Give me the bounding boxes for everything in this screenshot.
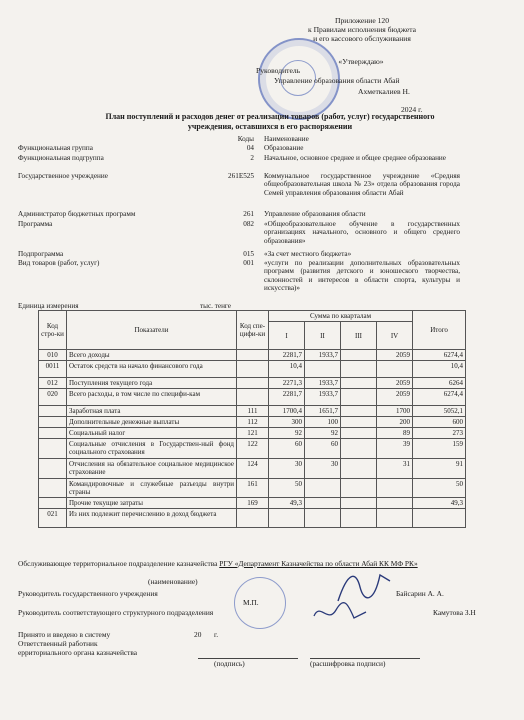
approve-date: 2024 г. bbox=[401, 105, 423, 114]
table-row bbox=[39, 350, 466, 361]
meta-code: 082 bbox=[243, 220, 254, 228]
table-row bbox=[39, 439, 466, 459]
meta-label: Государственное учреждение bbox=[18, 172, 108, 180]
row-indicator: Командировочные и служебные разъезды внутри страны bbox=[67, 479, 237, 498]
row-indicator: Социальный налог bbox=[67, 428, 237, 439]
row-q4 bbox=[377, 509, 413, 528]
row-q2: 60 bbox=[305, 439, 341, 459]
row-q2: 1933,7 bbox=[305, 350, 341, 361]
row-q1: 10,4 bbox=[269, 361, 305, 378]
row-code: 0011 bbox=[39, 361, 67, 378]
row-q3 bbox=[341, 389, 377, 406]
meta-code: 001 bbox=[243, 259, 254, 267]
row-q1: 50 bbox=[269, 479, 305, 498]
row-q1: 30 bbox=[269, 459, 305, 479]
row-q3 bbox=[341, 509, 377, 528]
meta-names-header: Наименование bbox=[264, 135, 309, 143]
plan-table bbox=[38, 310, 466, 528]
row-q4: 1700 bbox=[377, 406, 413, 417]
row-indicator: Отчисления на обязательное социальное медицинское страхование bbox=[67, 459, 237, 479]
row-indicator: Дополнительные денежные выплаты bbox=[67, 417, 237, 428]
row-spec bbox=[237, 509, 269, 528]
approve-name: Ахметкалиев Н. bbox=[358, 87, 410, 96]
podpis-caption: (подпись) bbox=[214, 659, 245, 668]
row-spec bbox=[237, 350, 269, 361]
row-code: 021 bbox=[39, 509, 67, 528]
row-q1: 2271,3 bbox=[269, 378, 305, 389]
table-row bbox=[39, 509, 466, 528]
appendix-line-2: к Правилам исполнения бюджета bbox=[307, 25, 416, 35]
meta-value: Управление образования области bbox=[264, 210, 366, 218]
head-name: Байсарин А. А. bbox=[396, 589, 444, 598]
row-q2: 92 bbox=[305, 428, 341, 439]
unit-label: Единица измерения bbox=[18, 302, 79, 310]
dept-label: Руководитель соответствующего структурного подразделения bbox=[18, 608, 214, 617]
row-q1: 60 bbox=[269, 439, 305, 459]
meta-value: Образование bbox=[264, 144, 304, 152]
row-spec bbox=[237, 389, 269, 406]
meta-code: 261 bbox=[243, 210, 254, 218]
resp-line-2: ерриториального органа казначейства bbox=[18, 648, 138, 657]
row-q2 bbox=[305, 509, 341, 528]
row-q1: 2281,7 bbox=[269, 389, 305, 406]
row-q4: 2059 bbox=[377, 378, 413, 389]
row-q3 bbox=[341, 479, 377, 498]
row-q3 bbox=[341, 350, 377, 361]
row-indicator: Социальные отчисления в Государствен-ный фонд социального страхования bbox=[67, 439, 237, 459]
row-q1: 300 bbox=[269, 417, 305, 428]
row-total: 5052,1 bbox=[413, 406, 466, 417]
row-q4: 2059 bbox=[377, 350, 413, 361]
meta-label: Программа bbox=[18, 220, 53, 228]
row-q2: 1933,7 bbox=[305, 378, 341, 389]
row-q1: 92 bbox=[269, 428, 305, 439]
row-total: 50 bbox=[413, 479, 466, 498]
header-q2: II bbox=[305, 322, 341, 350]
row-total: 49,3 bbox=[413, 498, 466, 509]
row-code bbox=[39, 498, 67, 509]
row-q3 bbox=[341, 428, 377, 439]
page-title: План поступлений и расходов денег от реализации товаров (работ, услуг) государственного учреждения, оставшихся в его распоряжении bbox=[105, 112, 435, 131]
meta-value: «Общеобразовательное обучение в государственных организациях начального, основного и общего среднего образования» bbox=[264, 220, 460, 245]
header-q1: I bbox=[269, 322, 305, 350]
table-row bbox=[39, 417, 466, 428]
row-q4: 39 bbox=[377, 439, 413, 459]
resp-line-1: Ответственный работник bbox=[18, 639, 98, 648]
row-q2 bbox=[305, 479, 341, 498]
row-code: 010 bbox=[39, 350, 67, 361]
row-total: 600 bbox=[413, 417, 466, 428]
row-q1 bbox=[269, 509, 305, 528]
meta-label: Вид товаров (работ, услуг) bbox=[18, 259, 100, 267]
header-row-code: Код стро-ки bbox=[39, 311, 67, 350]
header-q3: III bbox=[341, 322, 377, 350]
row-q1: 1700,4 bbox=[269, 406, 305, 417]
table-row bbox=[39, 406, 466, 417]
approve-label: «Утверждаю» bbox=[338, 57, 384, 66]
row-q4 bbox=[377, 479, 413, 498]
approval-block bbox=[256, 57, 466, 114]
table-row bbox=[39, 428, 466, 439]
header-total: Итого bbox=[413, 311, 466, 350]
meta-label: Функциональная подгруппа bbox=[18, 154, 104, 162]
row-q4: 2059 bbox=[377, 389, 413, 406]
table-row bbox=[39, 378, 466, 389]
accepted-label: Принято и введено в систему bbox=[18, 630, 111, 639]
row-q3 bbox=[341, 498, 377, 509]
table-row bbox=[39, 361, 466, 378]
row-q4: 200 bbox=[377, 417, 413, 428]
row-q1: 49,3 bbox=[269, 498, 305, 509]
row-q1: 2281,7 bbox=[269, 350, 305, 361]
meta-label: Подпрограмма bbox=[18, 250, 64, 258]
row-total: 159 bbox=[413, 439, 466, 459]
meta-value: «За счет местного бюджета» bbox=[264, 250, 352, 258]
table-row bbox=[39, 459, 466, 479]
naim-caption: (наименование) bbox=[148, 577, 198, 586]
table-row bbox=[39, 498, 466, 509]
meta-codes-header: Коды bbox=[237, 135, 254, 143]
row-spec: 124 bbox=[237, 459, 269, 479]
row-indicator: Прочие текущие затраты bbox=[67, 498, 237, 509]
table-row bbox=[39, 389, 466, 406]
meta-label: Администратор бюджетных программ bbox=[18, 210, 136, 218]
row-code bbox=[39, 439, 67, 459]
row-q2 bbox=[305, 498, 341, 509]
row-total: 6274,4 bbox=[413, 350, 466, 361]
meta-value: «услуги по реализации дополнительных образовательных программ (развития детского и юношеского творчества, склонностей и интересов в области спорта, культуры и искусства)» bbox=[264, 259, 460, 292]
row-code: 020 bbox=[39, 389, 67, 406]
row-spec: 161 bbox=[237, 479, 269, 498]
approve-head: Руководитель bbox=[256, 66, 301, 76]
appendix-line-3: и его кассового обслуживания bbox=[313, 34, 411, 44]
meta-code: 2 bbox=[250, 154, 254, 162]
row-spec bbox=[237, 361, 269, 378]
row-q4: 89 bbox=[377, 428, 413, 439]
row-code bbox=[39, 479, 67, 498]
row-q3 bbox=[341, 417, 377, 428]
header-indicators: Показатели bbox=[67, 311, 237, 350]
row-total: 6264 bbox=[413, 378, 466, 389]
row-total: 91 bbox=[413, 459, 466, 479]
serving-value: РГУ «Департамент Казначейства по области Абай КК МФ РК» bbox=[219, 559, 418, 568]
row-q3 bbox=[341, 439, 377, 459]
row-code bbox=[39, 428, 67, 439]
row-q3 bbox=[341, 406, 377, 417]
row-indicator: Всего доходы bbox=[67, 350, 237, 361]
row-spec: 111 bbox=[237, 406, 269, 417]
row-spec: 121 bbox=[237, 428, 269, 439]
row-q4 bbox=[377, 498, 413, 509]
row-total bbox=[413, 509, 466, 528]
table-row bbox=[39, 479, 466, 498]
head-label: Руководитель государственного учреждения bbox=[18, 589, 158, 598]
row-indicator: Из них подлежит перечислению в доход бюджета bbox=[67, 509, 237, 528]
header-quarters: Сумма по кварталам bbox=[269, 311, 413, 322]
row-code bbox=[39, 406, 67, 417]
meta-code: 261E525 bbox=[228, 172, 254, 180]
row-q2: 30 bbox=[305, 459, 341, 479]
row-spec: 122 bbox=[237, 439, 269, 459]
row-q3 bbox=[341, 361, 377, 378]
dept-name: Камутова З.Н bbox=[433, 608, 476, 617]
row-code bbox=[39, 459, 67, 479]
row-total: 10,4 bbox=[413, 361, 466, 378]
rassh-caption: (расшифровка подписи) bbox=[310, 659, 386, 668]
row-indicator: Заработная плата bbox=[67, 406, 237, 417]
header-q4: IV bbox=[377, 322, 413, 350]
unit-value: тыс. тенге bbox=[200, 302, 231, 310]
meta-code: 04 bbox=[246, 144, 254, 152]
appendix-line-1: Приложение 120 bbox=[334, 16, 390, 25]
row-q4: 31 bbox=[377, 459, 413, 479]
meta-value: Начальное, основное среднее и общее среднее образование bbox=[264, 154, 446, 162]
row-code bbox=[39, 417, 67, 428]
row-q3 bbox=[341, 378, 377, 389]
row-spec: 112 bbox=[237, 417, 269, 428]
row-total: 6274,4 bbox=[413, 389, 466, 406]
row-q2: 1651,7 bbox=[305, 406, 341, 417]
row-q2 bbox=[305, 361, 341, 378]
row-q3 bbox=[341, 459, 377, 479]
meta-label: Функциональная группа bbox=[18, 144, 93, 152]
approve-org: Управление образования области Абай bbox=[274, 75, 400, 85]
row-total: 273 bbox=[413, 428, 466, 439]
row-q2: 100 bbox=[305, 417, 341, 428]
signature-icon bbox=[310, 600, 370, 626]
treasury-stamp-icon bbox=[234, 577, 286, 629]
row-spec bbox=[237, 378, 269, 389]
row-code: 012 bbox=[39, 378, 67, 389]
meta-code: 015 bbox=[243, 250, 254, 258]
row-indicator: Остаток средств на начало финансового года bbox=[67, 361, 237, 378]
row-spec: 169 bbox=[237, 498, 269, 509]
mp-label: М.П. bbox=[243, 598, 259, 607]
header-spec-code: Код спе-цифи-ки bbox=[237, 311, 269, 350]
row-q4 bbox=[377, 361, 413, 378]
row-indicator: Всего расходы, в том числе по специфи-кам bbox=[67, 389, 237, 406]
row-indicator: Поступления текущего года bbox=[67, 378, 237, 389]
accepted-g: г. bbox=[214, 630, 219, 639]
accepted-year: 20 bbox=[194, 630, 202, 639]
row-q2: 1933,7 bbox=[305, 389, 341, 406]
meta-value: Коммунальное государственное учреждение «Средняя общеобразовательная школа № 23» отдела образования города Семей управления образования области Абай bbox=[264, 172, 460, 197]
serving-label: Обслуживающее территориальное подразделение казначейства bbox=[18, 559, 218, 568]
